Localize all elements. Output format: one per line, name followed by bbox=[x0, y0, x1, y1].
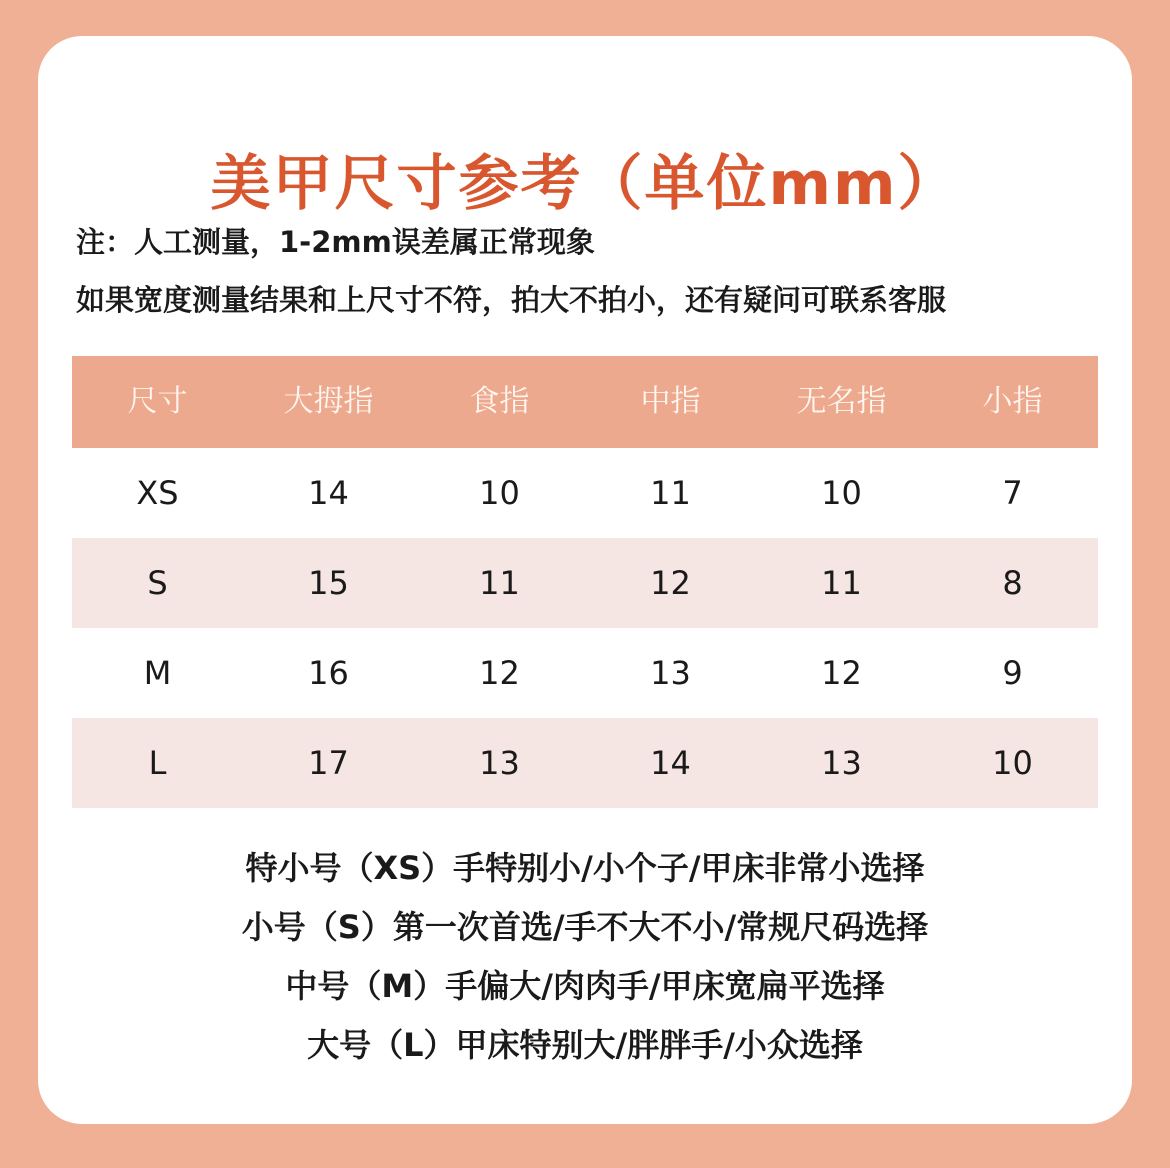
table-cell: 11 bbox=[650, 474, 691, 512]
note-measurement: 注：人工测量，1-2mm误差属正常现象 bbox=[76, 225, 595, 259]
table-row bbox=[72, 718, 1098, 808]
size-card bbox=[38, 36, 1132, 1124]
table-cell: 13 bbox=[479, 744, 520, 782]
size-table bbox=[72, 356, 1098, 808]
table-cell: 15 bbox=[308, 564, 349, 602]
header-index: 食指 bbox=[469, 384, 530, 419]
table-cell: 10 bbox=[479, 474, 520, 512]
table-cell: M bbox=[143, 654, 172, 692]
table-cell: 8 bbox=[1002, 564, 1023, 602]
table-header-row bbox=[72, 356, 1098, 448]
header-thumb: 大拇指 bbox=[283, 384, 374, 419]
table-cell: 11 bbox=[479, 564, 520, 602]
table-cell: 10 bbox=[821, 474, 862, 512]
size-guide-m: 中号（M）手偏大/肉肉手/甲床宽扁平选择 bbox=[285, 967, 885, 1005]
size-guide-s: 小号（S）第一次首选/手不大不小/常规尺码选择 bbox=[241, 908, 929, 946]
header-ring: 无名指 bbox=[796, 384, 887, 419]
table-cell: 9 bbox=[1002, 654, 1023, 692]
table-row bbox=[72, 538, 1098, 628]
table-cell: 12 bbox=[821, 654, 862, 692]
table-cell: 10 bbox=[992, 744, 1033, 782]
table-cell: 14 bbox=[308, 474, 349, 512]
page-title: 美甲尺寸参考（单位mm） bbox=[210, 149, 960, 219]
table-cell: S bbox=[147, 564, 168, 602]
size-guide-xs: 特小号（XS）手特别小/小个子/甲床非常小选择 bbox=[245, 849, 925, 887]
table-cell: 17 bbox=[308, 744, 349, 782]
table-cell: 7 bbox=[1002, 474, 1023, 512]
table-cell: 13 bbox=[650, 654, 691, 692]
size-guide-l: 大号（L）甲床特别大/胖胖手/小众选择 bbox=[307, 1026, 863, 1064]
table-cell: 12 bbox=[650, 564, 691, 602]
table-cell: 11 bbox=[821, 564, 862, 602]
table-cell: 14 bbox=[650, 744, 691, 782]
table-cell: L bbox=[148, 744, 167, 782]
table-row bbox=[72, 628, 1098, 718]
table-cell: 16 bbox=[308, 654, 349, 692]
table-cell: XS bbox=[136, 474, 179, 512]
header-size: 尺寸 bbox=[127, 384, 188, 419]
header-middle: 中指 bbox=[640, 384, 701, 419]
header-pinky: 小指 bbox=[982, 384, 1043, 419]
note-advice: 如果宽度测量结果和上尺寸不符，拍大不拍小，还有疑问可联系客服 bbox=[76, 283, 947, 317]
table-row bbox=[72, 448, 1098, 538]
table-cell: 12 bbox=[479, 654, 520, 692]
table-cell: 13 bbox=[821, 744, 862, 782]
